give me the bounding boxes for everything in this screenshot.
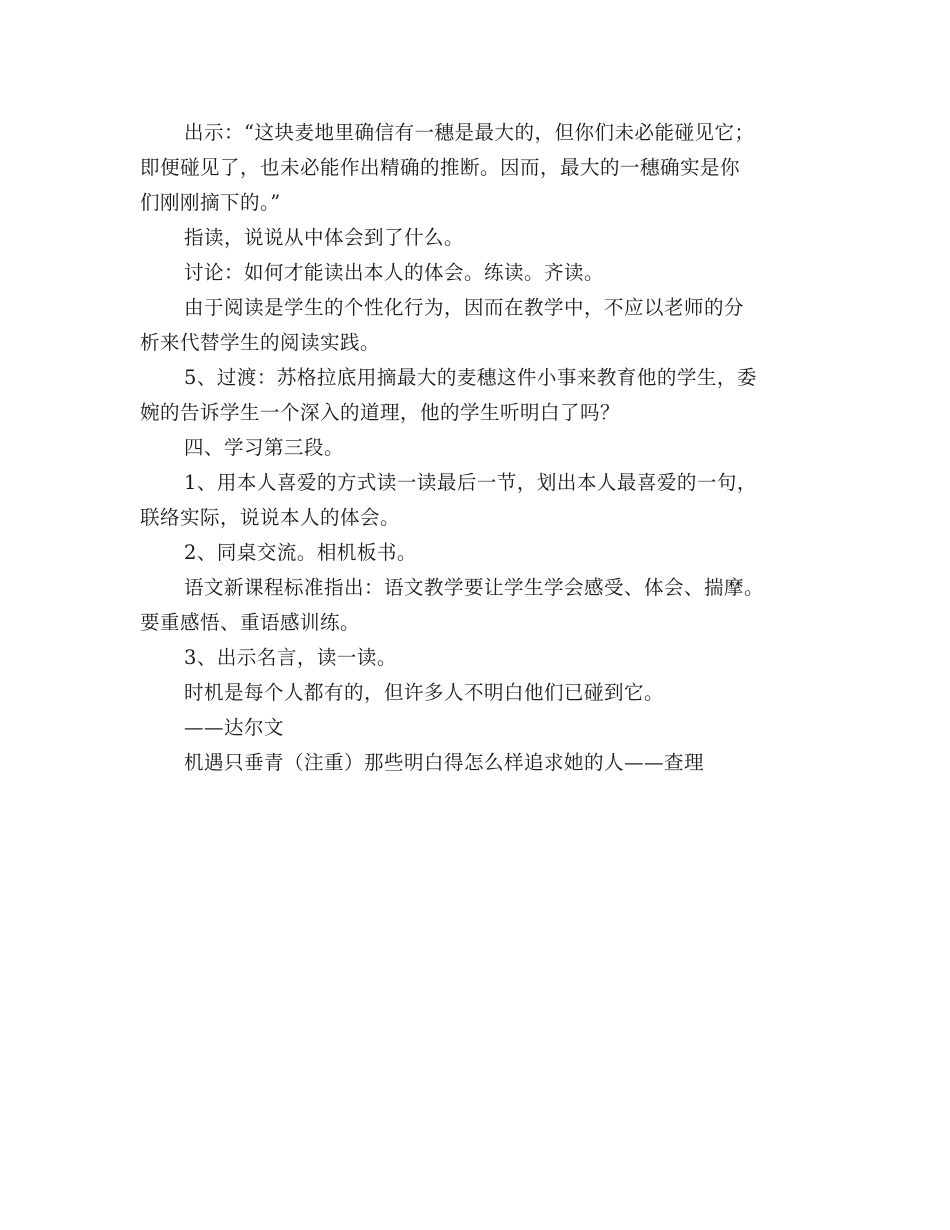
text-line: 指读，说说从中体会到了什么。 [184,226,465,249]
text-line: 四、学习第三段。 [184,436,345,459]
text-line: 2、同桌交流。相机板书。 [184,541,417,564]
text-line: 联络实际，说说本人的体会。 [140,506,401,529]
quote-text-2 [140,745,830,780]
text-line: 3、出示名言，读一读。 [184,646,397,669]
text-line: 1、用本人喜爱的方式读一读最后一节，划出本人最喜爱的一句， [184,471,757,494]
text-line: 机遇只垂青（注重）那些明白得怎么样追求她的人——查理 [184,751,705,774]
text-line: 5、过渡：苏格拉底用摘最大的麦穗这件小事来教育他的学生，委 [184,366,757,389]
paragraph-quote [140,115,830,220]
quote-text [140,675,830,710]
paragraph-discussion [140,255,830,290]
text-line: 讨论：如何才能读出本人的体会。练读。齐读。 [184,261,605,284]
paragraph-standard [140,570,830,640]
paragraph-transition [140,360,830,430]
paragraph-step-3 [140,640,830,675]
text-line: 要重感悟、重语感训练。 [140,611,361,634]
quote-attribution [140,710,830,745]
text-line: 婉的告诉学生一个深入的道理，他的学生听明白了吗？ [140,401,621,424]
paragraph-step-2 [140,535,830,570]
text-line: 由于阅读是学生的个性化行为，因而在教学中，不应以老师的分 [184,296,745,319]
paragraph-commentary [140,290,830,360]
text-line: 们刚刚摘下的。” [140,191,281,214]
text-line: 析来代替学生的阅读实践。 [140,331,381,354]
text-line: 即便碰见了，也未必能作出精确的推断。因而，最大的一穗确实是你 [140,156,741,179]
document-body [140,115,830,780]
text-line: ——达尔文 [184,716,285,739]
text-line: 时机是每个人都有的，但许多人不明白他们已碰到它。 [184,681,665,704]
paragraph-step-1 [140,465,830,535]
text-line: 出示：“这块麦地里确信有一穗是最大的，但你们未必能碰见它； [184,121,755,144]
paragraph-guided-reading [140,220,830,255]
text-line: 语文新课程标准指出：语文教学要让学生学会感受、体会、揣摩。 [184,576,765,599]
section-heading [140,430,830,465]
